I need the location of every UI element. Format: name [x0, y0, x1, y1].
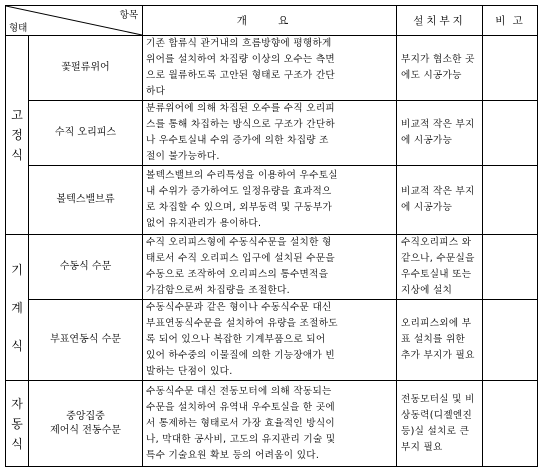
item-site: 부지가 협소한 곳 에도 시공가능 — [397, 36, 483, 101]
header-row — [6, 6, 538, 36]
table-row — [6, 101, 538, 166]
header-item-label: 항목 — [119, 10, 138, 21]
item-summary: 볼텍스밸브의 수리특성을 이용하여 우수토실 내 수위가 증가하여도 일정유량을 효과적으 로 차집할 수 있으며, 외부동력 및 구동부가 없어 유지관리가 용이하다. — [143, 166, 397, 235]
item-summary: 수직 오리피스형에 수동식수문을 설치한 형 태로서 수직 오리피스 입구에 설치된 수문을 수동으로 조작하여 오리피스의 통수면적을 가감함으로써 차집량을 조절한다. — [143, 235, 397, 300]
item-remarks — [483, 381, 538, 467]
item-summary: 분류위어에 의해 차집된 오수를 수직 오리피 스를 통해 차집하는 방식으로 구조가 간단하 나 우수토실내 수위 증가에 의한 차집량 조 절이 불가능하다. — [143, 101, 397, 166]
item-remarks — [483, 101, 538, 166]
category-fixed: 고 정 식 — [6, 36, 29, 235]
item-remarks — [483, 235, 538, 300]
category-mechanical: 기 계 식 — [6, 235, 29, 381]
item-remarks — [483, 36, 538, 101]
table-row — [6, 36, 538, 101]
item-name: 중앙집중 제어식 전동수문 — [29, 381, 143, 467]
item-remarks — [483, 166, 538, 235]
item-summary: 수동식수문과 같은 형이나 수동식수문 대신 부표연동식수문을 설치하여 유량을 조절하도 록 되어 있으나 복잡한 기계부품으로 되어 있어 하수중의 이물질에 의한 기능장애가 빈 발하는 단점이 있다. — [143, 300, 397, 381]
item-remarks — [483, 300, 538, 381]
item-name: 볼텍스밸브류 — [29, 166, 143, 235]
header-remarks: 비 고 — [483, 6, 538, 36]
item-name: 부표연동식 수문 — [29, 300, 143, 381]
header-site: 설치부지 — [397, 6, 483, 36]
regulator-comparison-table — [5, 5, 538, 467]
item-site: 비교적 작은 부지 에 시공가능 — [397, 166, 483, 235]
item-site: 수직오리피스 와 같으나, 수문실을 우수토실내 또는 지상에 설치 — [397, 235, 483, 300]
item-site: 비교적 작은 부지 에 시공가능 — [397, 101, 483, 166]
table-row — [6, 166, 538, 235]
table-row — [6, 300, 538, 381]
item-site: 오리피스외에 부 표 설치를 위한 추가 부지가 필요 — [397, 300, 483, 381]
table-row — [6, 381, 538, 467]
table-row — [6, 235, 538, 300]
item-name: 꽃펄류위어 — [29, 36, 143, 101]
item-name: 수동식 수문 — [29, 235, 143, 300]
header-type-label: 형태 — [9, 23, 28, 34]
diagonal-header-cell — [6, 6, 143, 36]
item-summary: 수동식수문 대신 전동모터에 의해 작동되는 수문을 설치하여 유역내 우수토실을 한 곳에 서 통제하는 형태로서 가장 효율적인 방식이 나, 막대한 공사비, 고도의 유지관리 기술 및 특수 기술요원 확보 등의 어려움이 있다. — [143, 381, 397, 467]
item-name: 수직 오리피스 — [29, 101, 143, 166]
item-summary: 기존 합류식 관거내의 흐름방향에 평행하게 위어를 설치하여 차집량 이상의 오수는 측면 으로 월류하도록 고안된 형태로 구조가 간단 하다 — [143, 36, 397, 101]
category-automatic: 자 동 식 — [6, 381, 29, 467]
item-site: 전동모터실 및 비 상동력(디젤엔진 등)실 설치로 큰 부지 필요 — [397, 381, 483, 467]
header-summary: 개 요 — [143, 6, 397, 36]
